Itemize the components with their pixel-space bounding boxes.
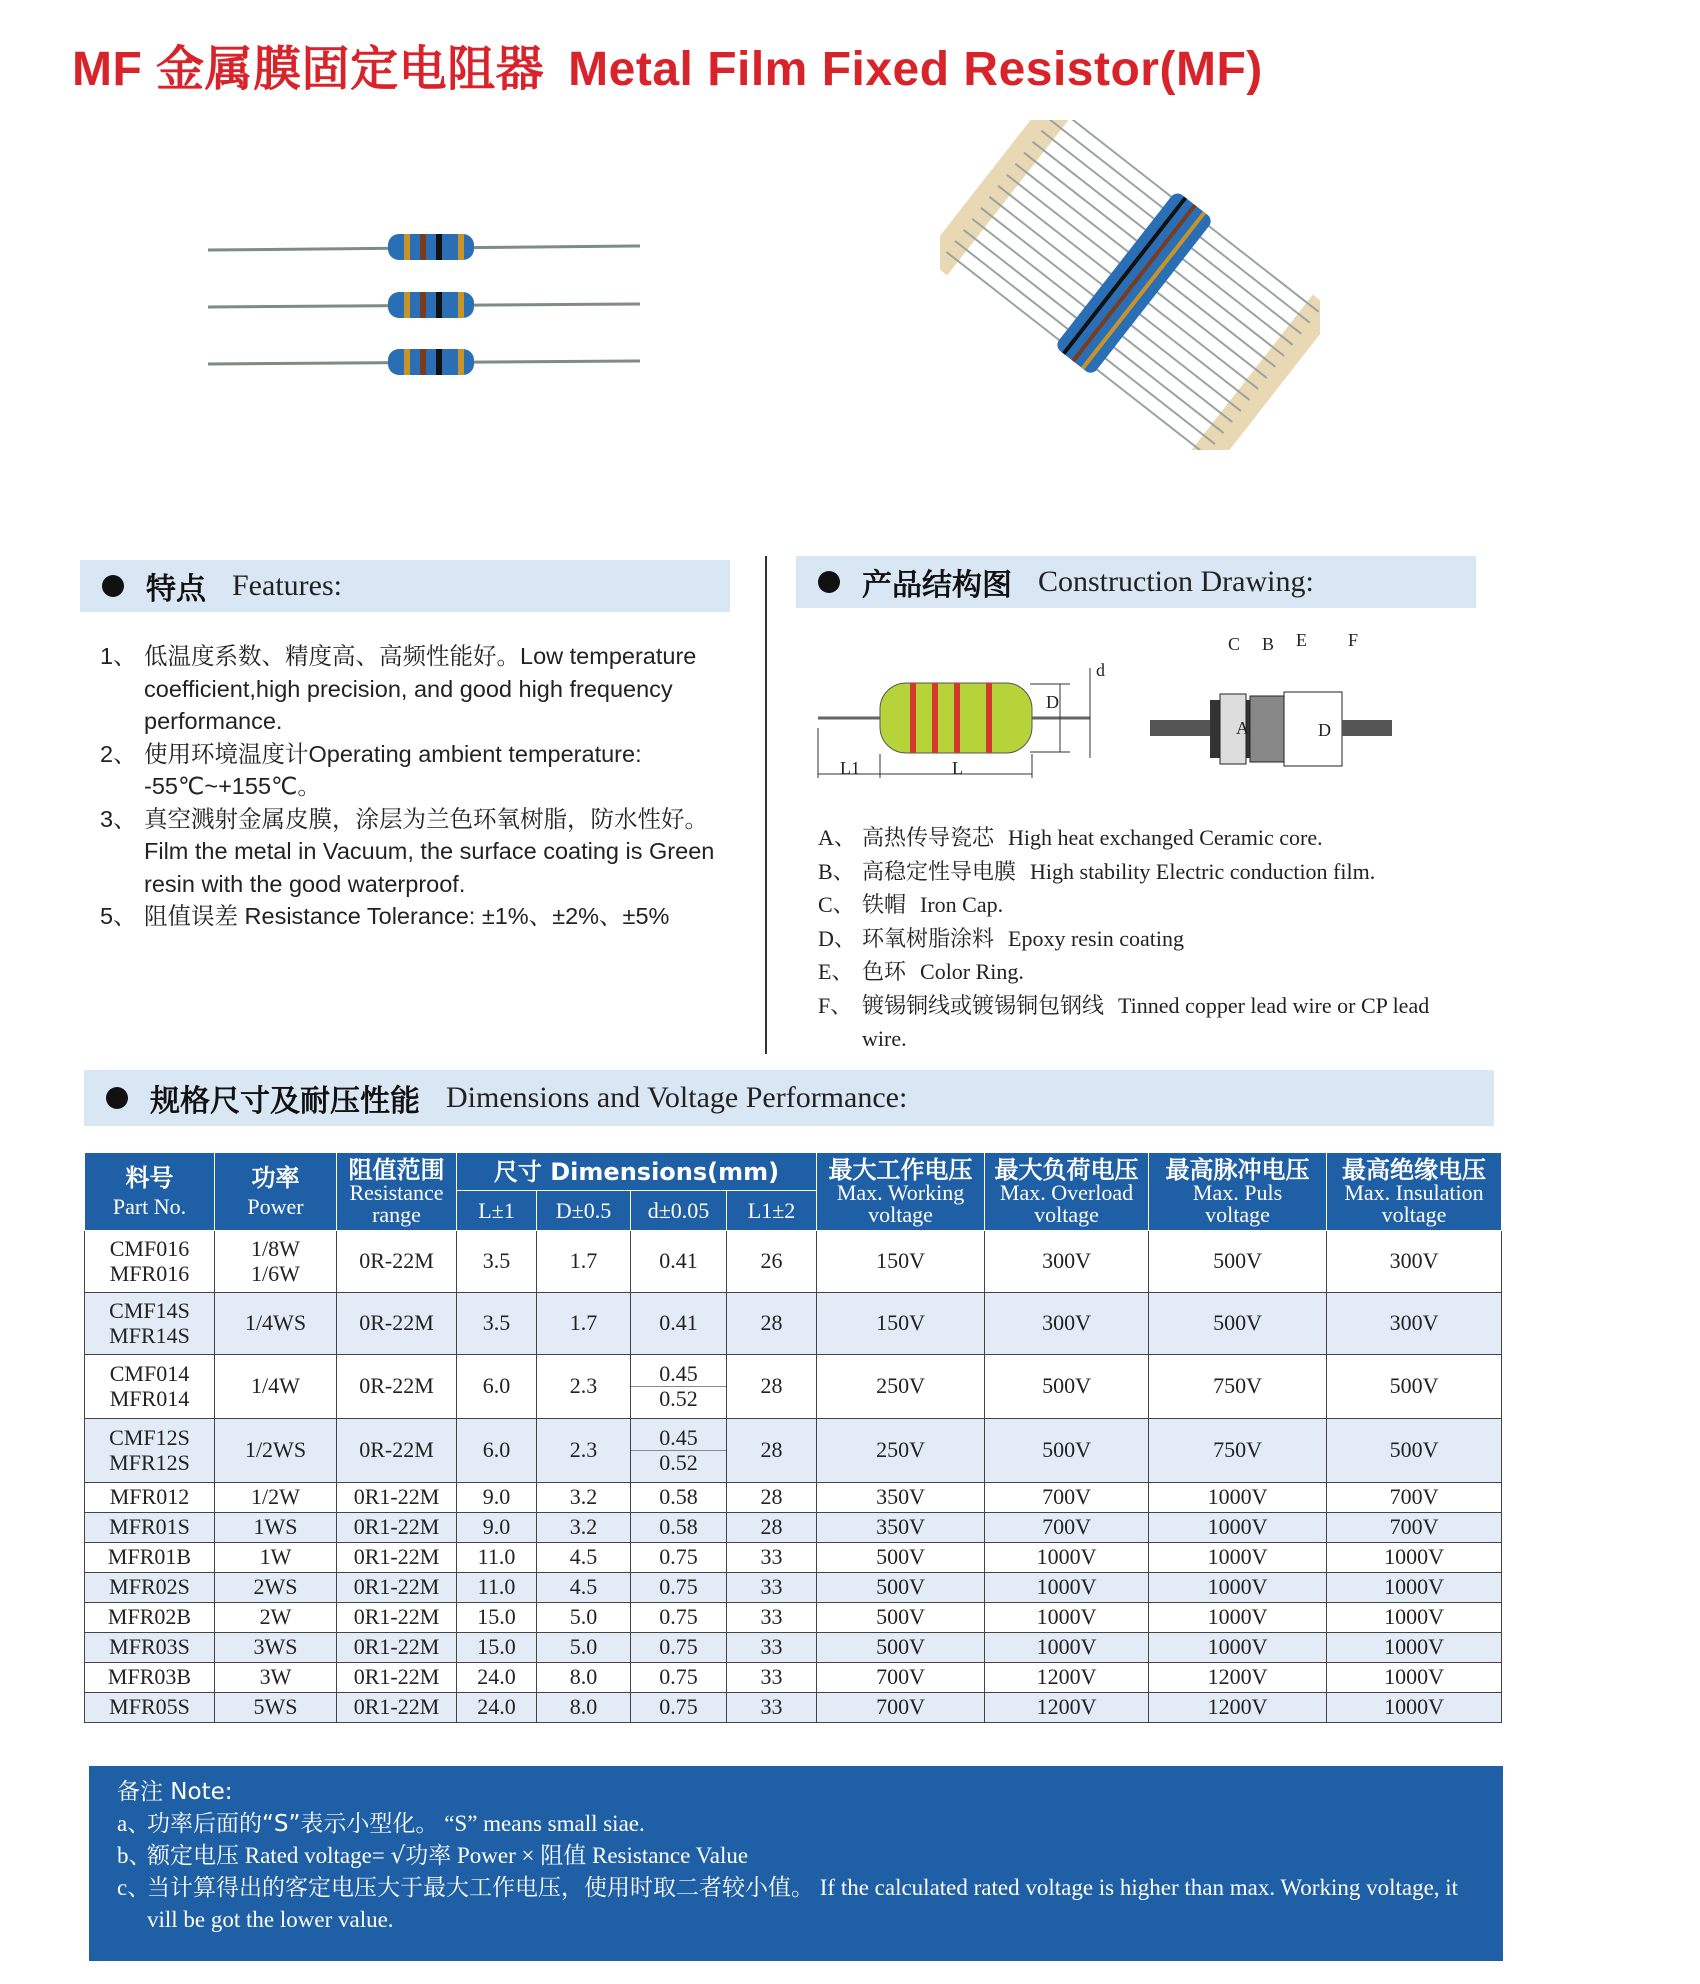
note-heading: 备注 Note: [117,1779,233,1805]
cell-L: 3.5 [457,1231,537,1293]
cell-L: 11.0 [457,1573,537,1603]
col-L1: L1±2 [727,1191,817,1231]
cell-L: 9.0 [457,1483,537,1513]
cell-d [631,1633,727,1663]
cell-max-overload: 1000V [985,1633,1149,1663]
cell-part [85,1419,215,1483]
cell-line: MFR01B [107,1544,192,1570]
cell-line: 1/4WS [244,1310,307,1336]
cell-power [215,1513,337,1543]
cell-line: 1W [259,1544,292,1570]
cell-line: 1/4W [251,1373,300,1399]
cell-d [631,1573,727,1603]
cell-range: 0R1-22M [337,1603,457,1633]
cell-max-overload: 1200V [985,1693,1149,1723]
cell-line: MFR05S [109,1694,190,1720]
cell-max-puls: 1000V [1149,1543,1327,1573]
table-row [85,1231,1502,1293]
table-row [85,1633,1502,1663]
dim-label-L: L [952,758,963,778]
cell-d [631,1543,727,1573]
cell-L: 15.0 [457,1633,537,1663]
features-heading-zh: 特点 [146,572,206,607]
cell-line: 5WS [253,1694,298,1720]
part-label-C: C [1228,634,1241,654]
cell-max-overload: 300V [985,1231,1149,1293]
cell-max-overload: 500V [985,1355,1149,1419]
list-item: 2、 使用环境温度计Operating ambient temperature: -55℃~+155℃。 [100,740,642,799]
cell-power [215,1573,337,1603]
cell-D: 8.0 [537,1693,631,1723]
table-row [85,1693,1502,1723]
col-max-overload: 最大负荷电压 Max. Overload voltage [985,1153,1149,1231]
cell-line: 0.75 [659,1664,698,1690]
cell-line: MFR03B [107,1664,192,1690]
cell-L: 9.0 [457,1513,537,1543]
cell-d [631,1293,727,1355]
cell-max-working: 500V [817,1573,985,1603]
table-row [85,1355,1502,1419]
table-row [85,1543,1502,1573]
features-list [100,640,740,933]
cell-line: MFR016 [109,1260,190,1286]
table-row [85,1573,1502,1603]
cell-d [631,1513,727,1543]
cell-part [85,1663,215,1693]
cell-line: 0.75 [659,1574,698,1600]
list-item: 5、 阻值误差 Resistance Tolerance: ±1%、±2%、±5% [100,903,670,929]
cell-line: MFR02S [109,1574,190,1600]
cell-line: CMF016 [109,1236,190,1262]
list-item: B、 高稳定性导电膜 High stability Electric conduction film. [818,858,1376,885]
cell-part [85,1693,215,1723]
cell-L1: 33 [727,1693,817,1723]
cutaway-drawing [1150,692,1392,766]
bullet-icon [818,571,840,593]
list-item: Film the metal in Vacuum, the surface coating is Green resin with the good waterproof. [144,838,715,897]
cell-max-puls: 750V [1149,1355,1327,1419]
cell-L: 24.0 [457,1663,537,1693]
col-dimensions: 尺寸 Dimensions(mm) [457,1153,817,1191]
cell-max-working: 700V [817,1663,985,1693]
cell-max-puls: 1000V [1149,1633,1327,1663]
cell-max-insulation: 1000V [1327,1603,1502,1633]
cell-range: 0R-22M [337,1231,457,1293]
table-row [85,1293,1502,1355]
part-label-D: D [1318,720,1331,740]
cell-L1: 26 [727,1231,817,1293]
cell-D: 2.3 [537,1355,631,1419]
cell-line: 1WS [253,1514,298,1540]
cell-max-overload: 1000V [985,1603,1149,1633]
cell-line: MFR02B [107,1604,192,1630]
table-row [85,1483,1502,1513]
cell-L1: 28 [727,1513,817,1543]
cell-line: 1/8W [251,1236,300,1262]
note-a: a、 功率后面的“S”表示小型化。 “S” means small siae. [117,1811,645,1837]
cell-line: 1/2WS [244,1437,307,1463]
part-label-F: F [1348,630,1359,650]
table-row [85,1663,1502,1693]
cell-d [631,1355,727,1419]
cell-part [85,1293,215,1355]
cell-part [85,1543,215,1573]
cell-part [85,1633,215,1663]
cell-d [631,1419,727,1483]
resistor-tape-photo [940,120,1320,450]
cell-max-insulation: 1000V [1327,1543,1502,1573]
features-header [80,560,730,612]
dimensions-header [84,1070,1494,1126]
cell-max-working: 500V [817,1633,985,1663]
cell-line: MFR03S [109,1634,190,1660]
construction-parts-list [818,822,1478,1056]
cell-max-insulation: 500V [1327,1419,1502,1483]
cell-line: 0.58 [659,1514,698,1540]
cell-power [215,1293,337,1355]
cell-max-overload: 1000V [985,1543,1149,1573]
cell-max-insulation: 300V [1327,1293,1502,1355]
part-label-A: A [1236,718,1249,738]
cell-line: 0.52 [659,1386,698,1411]
list-item: F、 镀锡铜线或镀锡铜包钢线 Tinned copper lead wire or CP lead wire. [818,992,1430,1051]
cell-line: 0.45 [631,1362,726,1387]
cell-part [85,1573,215,1603]
cell-line: 1/6W [251,1260,300,1286]
dim-label-d: d [1096,660,1105,680]
cell-max-insulation: 1000V [1327,1663,1502,1693]
cell-d [631,1693,727,1723]
cell-max-overload: 1200V [985,1663,1149,1693]
cell-line: MFR12S [109,1449,190,1475]
col-D: D±0.5 [537,1191,631,1231]
list-item: D、 环氧树脂涂料 Epoxy resin coating [818,925,1184,952]
cell-line: MFR01S [109,1514,190,1540]
table-row [85,1419,1502,1483]
cell-part [85,1603,215,1633]
part-label-E: E [1296,630,1307,650]
resistor-illustration [208,234,640,260]
cell-line: 0.41 [659,1310,698,1336]
cell-max-working: 500V [817,1543,985,1573]
cell-line: 2W [259,1604,292,1630]
cell-part [85,1483,215,1513]
cell-L1: 28 [727,1419,817,1483]
cell-d [631,1603,727,1633]
features-heading-en: Features: [232,569,342,602]
cell-max-overload: 700V [985,1483,1149,1513]
note-c: c、 当计算得出的客定电压大于最大工作电压，使用时取二者较小值。 If the calculated rated voltage is higher than max. Working voltage, it vill be got the lower value. [117,1875,1459,1932]
cell-max-working: 350V [817,1513,985,1543]
cell-part [85,1513,215,1543]
dimensions-table [84,1152,1502,1723]
cell-max-puls: 1200V [1149,1663,1327,1693]
cell-D: 5.0 [537,1603,631,1633]
cell-max-insulation: 1000V [1327,1633,1502,1663]
cell-max-overload: 300V [985,1293,1149,1355]
cell-line: CMF014 [109,1361,190,1387]
dim-label-D: D [1046,692,1059,712]
cell-max-puls: 1000V [1149,1603,1327,1633]
cell-D: 1.7 [537,1231,631,1293]
cell-max-insulation: 700V [1327,1483,1502,1513]
cell-power [215,1419,337,1483]
part-label-B: B [1262,634,1275,654]
cell-max-insulation: 500V [1327,1355,1502,1419]
cell-D: 3.2 [537,1513,631,1543]
col-max-working: 最大工作电压 Max. Working voltage [817,1153,985,1231]
construction-drawing [810,628,1410,788]
cell-d [631,1231,727,1293]
cell-max-insulation: 700V [1327,1513,1502,1543]
cell-D: 1.7 [537,1293,631,1355]
col-part: 料号 Part No. [85,1153,215,1231]
list-item: E、 色环 Color Ring. [818,959,1024,985]
construction-heading-en: Construction Drawing: [1038,565,1314,598]
cell-line: CMF14S [109,1298,190,1324]
table-row [85,1603,1502,1633]
cell-range: 0R1-22M [337,1483,457,1513]
cell-max-insulation: 300V [1327,1231,1502,1293]
cell-max-working: 500V [817,1603,985,1633]
construction-heading-zh: 产品结构图 [862,568,1012,603]
col-range: 阻值范围 Resistance range [337,1153,457,1231]
tape-resistors [940,120,1320,450]
cell-max-overload: 500V [985,1419,1149,1483]
section-divider [765,556,767,1054]
cell-L1: 33 [727,1543,817,1573]
cell-max-working: 350V [817,1483,985,1513]
col-max-puls: 最高脉冲电压 Max. Puls voltage [1149,1153,1327,1231]
cell-range: 0R-22M [337,1293,457,1355]
cell-max-overload: 700V [985,1513,1149,1543]
cell-line: 0.58 [659,1484,698,1510]
cell-line: 0.75 [659,1634,698,1660]
cell-L: 6.0 [457,1419,537,1483]
list-item: 1、 低温度系数、精度高、高频性能好。Low temperature coefficient,high precision, and good high frequency performance. [100,643,697,734]
cell-power [215,1693,337,1723]
cell-range: 0R1-22M [337,1543,457,1573]
cell-L1: 33 [727,1573,817,1603]
cell-max-working: 150V [817,1293,985,1355]
cell-line: 0.75 [659,1694,698,1720]
cell-range: 0R1-22M [337,1513,457,1543]
cell-max-puls: 1200V [1149,1693,1327,1723]
cell-L1: 33 [727,1603,817,1633]
cell-line: 0.41 [659,1248,698,1274]
resistor-illustration [208,292,640,318]
cell-power [215,1231,337,1293]
cell-range: 0R-22M [337,1355,457,1419]
cell-range: 0R-22M [337,1419,457,1483]
cell-power [215,1543,337,1573]
cell-line: 0.52 [659,1450,698,1475]
cell-max-overload: 1000V [985,1573,1149,1603]
title-en: Metal Film Fixed Resistor(MF) [568,43,1263,96]
cell-power [215,1483,337,1513]
cell-max-puls: 750V [1149,1419,1327,1483]
cell-power [215,1603,337,1633]
cell-range: 0R1-22M [337,1693,457,1723]
col-d: d±0.05 [631,1191,727,1231]
cell-range: 0R1-22M [337,1573,457,1603]
cell-D: 2.3 [537,1419,631,1483]
cell-line: CMF12S [109,1425,190,1451]
cell-max-insulation: 1000V [1327,1693,1502,1723]
cell-d [631,1663,727,1693]
cell-line: 1/2W [251,1484,300,1510]
resistor-photo-left [200,220,650,390]
cell-line: 0.75 [659,1544,698,1570]
cell-part [85,1355,215,1419]
cell-power [215,1633,337,1663]
cell-max-puls: 1000V [1149,1573,1327,1603]
cell-max-working: 150V [817,1231,985,1293]
cell-L1: 28 [727,1293,817,1355]
cell-max-puls: 500V [1149,1231,1327,1293]
list-item: A、 高热传导瓷芯 High heat exchanged Ceramic core. [818,825,1323,851]
note-box [89,1766,1503,1961]
construction-header [796,556,1476,608]
note-b: b、 额定电压 Rated voltage= √功率 Power × 阻值 Resistance Value [117,1843,749,1869]
table-row [85,1513,1502,1543]
cell-line: 3W [259,1664,292,1690]
cell-line: 3WS [253,1634,298,1660]
cell-D: 4.5 [537,1573,631,1603]
cell-max-insulation: 1000V [1327,1573,1502,1603]
cell-part [85,1231,215,1293]
cell-max-puls: 1000V [1149,1513,1327,1543]
list-item: C、 铁帽 Iron Cap. [818,892,1004,918]
col-L: L±1 [457,1191,537,1231]
cell-line: MFR14S [109,1322,190,1348]
dim-label-L1: L1 [840,758,860,778]
cell-line: MFR014 [109,1385,190,1411]
col-power: 功率 Power [215,1153,337,1231]
bullet-icon [102,575,124,597]
cell-max-working: 250V [817,1355,985,1419]
title-zh: MF 金属膜固定电阻器 [72,43,545,96]
list-item: 3、 真空溅射金属皮膜，涂层为兰色环氧树脂，防水性好。 [100,805,708,832]
cell-line: 0.75 [659,1604,698,1630]
cell-D: 4.5 [537,1543,631,1573]
cell-range: 0R1-22M [337,1663,457,1693]
cell-L: 15.0 [457,1603,537,1633]
cell-power [215,1355,337,1419]
page-title [72,30,1263,99]
cell-max-puls: 1000V [1149,1483,1327,1513]
cell-L: 6.0 [457,1355,537,1419]
cell-line: MFR012 [109,1484,190,1510]
cell-L1: 28 [727,1355,817,1419]
bullet-icon [106,1087,128,1109]
cell-power [215,1663,337,1693]
cell-line: 0.45 [631,1426,726,1451]
cell-D: 5.0 [537,1633,631,1663]
cell-D: 8.0 [537,1663,631,1693]
cell-L1: 33 [727,1663,817,1693]
col-max-insulation: 最高绝缘电压 Max. Insulation voltage [1327,1153,1502,1231]
cell-D: 3.2 [537,1483,631,1513]
cell-max-working: 250V [817,1419,985,1483]
cell-max-working: 700V [817,1693,985,1723]
cell-max-puls: 500V [1149,1293,1327,1355]
cell-L: 24.0 [457,1693,537,1723]
cell-range: 0R1-22M [337,1633,457,1663]
cell-L1: 33 [727,1633,817,1663]
cell-L: 3.5 [457,1293,537,1355]
cell-L1: 28 [727,1483,817,1513]
dimensions-heading-zh: 规格尺寸及耐压性能 [150,1084,420,1119]
table-body [85,1231,1502,1723]
resistor-illustration [208,349,640,375]
cell-d [631,1483,727,1513]
cell-L: 11.0 [457,1543,537,1573]
dimensions-heading-en: Dimensions and Voltage Performance: [446,1081,908,1114]
cell-line: 2WS [253,1574,298,1600]
